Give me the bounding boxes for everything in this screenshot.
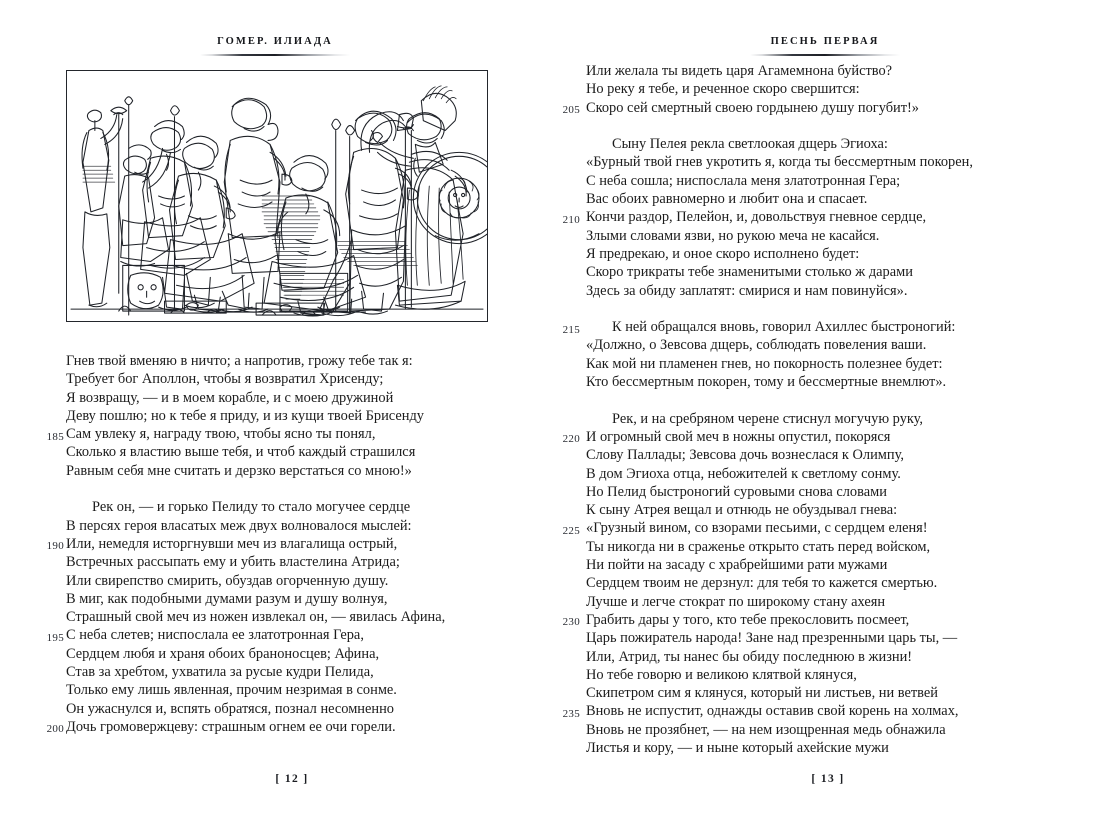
stanza xyxy=(46,498,550,736)
athena-restrains-achilles-engraving xyxy=(67,71,487,321)
verse-text: «Бурный твой гнев укротить я, когда ты бессмертным покорен, xyxy=(586,154,973,171)
right-folio: [ 13 ] xyxy=(811,773,845,785)
verse-line xyxy=(562,99,1100,117)
verse-line xyxy=(66,553,550,571)
verse-text: Сколько я властию выше тебя, и чтоб каждый страшился xyxy=(66,444,416,461)
verse-text: Сердцем твоим не дерзнул: для тебя то кажется смертью. xyxy=(586,575,938,592)
verse-text: С неба сошла; ниспослала меня златотронная Гера; xyxy=(586,172,901,189)
verse-line xyxy=(66,700,550,718)
verse-text: Ты никогда ни в сраженье открыто стать перед войском, xyxy=(586,538,931,555)
verse-text: Я возвращу, — и в моем корабле, и с моею дружиной xyxy=(66,389,394,406)
verse-number: 230 xyxy=(562,616,580,629)
verse-line xyxy=(586,556,1100,574)
verse-text: Но реку я тебе, и реченное скоро свершится: xyxy=(586,81,860,98)
verse-text: К сыну Атрея вещал и отнюдь не обуздывал гнева: xyxy=(586,502,898,519)
verse-line xyxy=(46,425,550,443)
verse-text: Грабить дары у того, кто тебе прекословить посмеет, xyxy=(586,611,910,628)
verse-line xyxy=(66,498,550,516)
verse-text: Но Пелид быстроногий суровыми снова словами xyxy=(586,483,887,500)
verse-line xyxy=(562,208,1100,226)
verse-line xyxy=(46,718,550,736)
verse-line xyxy=(46,535,550,553)
verse-text: Дочь громовержцеву: страшным огнем ее очи горели. xyxy=(66,718,396,735)
verse-text: Сам увлеку я, награду твою, чтобы ясно ты понял, xyxy=(66,426,376,443)
verse-line xyxy=(586,648,1100,666)
stanza xyxy=(46,352,550,480)
header-rule-ornament xyxy=(200,54,350,56)
verse-number: 205 xyxy=(562,103,580,116)
right-verse-block xyxy=(550,62,1100,757)
verse-line xyxy=(586,483,1100,501)
verse-line xyxy=(586,465,1100,483)
verse-line xyxy=(66,370,550,388)
verse-line xyxy=(586,410,1100,428)
verse-line xyxy=(586,190,1100,208)
verse-line xyxy=(586,245,1100,263)
verse-text: Он ужаснулся и, вспять обратяся, познал несомненно xyxy=(66,700,394,717)
verse-line xyxy=(586,593,1100,611)
verse-line xyxy=(586,538,1100,556)
verse-text: Ни пойти на засаду с храбрейшими рати мужами xyxy=(586,557,888,574)
verse-line xyxy=(562,702,1100,720)
verse-line xyxy=(586,355,1100,373)
stanza xyxy=(562,318,1100,391)
verse-line xyxy=(586,373,1100,391)
verse-text: Вас обоих равномерно и любит она и спасает. xyxy=(586,191,868,208)
verse-line xyxy=(562,428,1100,446)
verse-text: Став за хребтом, ухватила за русые кудри Пелида, xyxy=(66,664,374,681)
verse-number: 215 xyxy=(562,323,580,336)
verse-number: 210 xyxy=(562,213,580,226)
verse-text: Кончи раздор, Пелейон, и, довольствуя гневное сердце, xyxy=(586,209,927,226)
verse-line xyxy=(66,407,550,425)
verse-text: «Грузный вином, со взорами песьими, с сердцем еленя! xyxy=(586,520,928,537)
left-verse-block xyxy=(0,352,550,736)
verse-text: Лучше и легче стократ по широкому стану ахеян xyxy=(586,593,886,610)
left-running-head: ГОМЕР. ИЛИАДА xyxy=(217,36,333,47)
verse-text: Злыми словами язви, но рукою меча не касайся. xyxy=(586,227,880,244)
verse-text: Или свирепство смирить, обуздав огорченную душу. xyxy=(66,572,389,589)
verse-line xyxy=(586,721,1100,739)
verse-line xyxy=(66,663,550,681)
illustration-frame xyxy=(66,70,488,322)
verse-number: 190 xyxy=(46,540,64,553)
verse-line xyxy=(562,611,1100,629)
verse-text: Встречных рассыпать ему и убить властелина Атрида; xyxy=(66,554,400,571)
verse-text: Рек он, — и горько Пелиду то стало могучее сердце xyxy=(92,499,411,516)
verse-number: 220 xyxy=(562,433,580,446)
verse-line xyxy=(66,517,550,535)
verse-line xyxy=(586,135,1100,153)
verse-text: Царь пожиратель народа! Зане над презренными царь ты, — xyxy=(586,630,958,647)
verse-text: Только ему лишь явленная, прочим незримая в сонме. xyxy=(66,682,397,699)
verse-line xyxy=(586,172,1100,190)
verse-text: Страшный свой меч из ножен извлекал он, — явилась Афина, xyxy=(66,609,446,626)
verse-text: Здесь за обиду заплатят: смирися и нам повинуйся». xyxy=(586,282,908,299)
verse-text: С неба слетев; ниспослала ее златотронная Гера, xyxy=(66,627,364,644)
verse-text: Вновь не испустит, однажды оставив свой корень на холмах, xyxy=(586,703,959,720)
verse-text: И огромный свой меч в ножны опустил, покоряся xyxy=(586,428,891,445)
verse-number: 200 xyxy=(46,723,64,736)
verse-text: Слову Паллады; Зевсова дочь вознеслася к Олимпу, xyxy=(586,447,904,464)
right-running-head: ПЕСНЬ ПЕРВАЯ xyxy=(770,36,880,47)
verse-line xyxy=(586,739,1100,757)
stanza xyxy=(562,410,1100,758)
verse-line xyxy=(66,608,550,626)
verse-text: Скоро трикраты тебе знаменитыми столько ж дарами xyxy=(586,264,913,281)
verse-text: Деву пошлю; но к тебе я приду, и из кущи твоей Брисенду xyxy=(66,407,424,424)
stanza xyxy=(562,135,1100,300)
verse-text: Но тебе говорю и великою клятвой клянуся, xyxy=(586,666,857,683)
stanza xyxy=(562,62,1100,117)
verse-text: Как мой ни пламенен гнев, но покорность полезнее будет: xyxy=(586,355,943,372)
verse-text: В дом Эгиоха отца, небожителей к светлому сонму. xyxy=(586,465,901,482)
verse-text: К ней обращался вновь, говорил Ахиллес быстроногий: xyxy=(612,319,956,336)
left-folio: [ 12 ] xyxy=(275,773,309,785)
verse-text: Сыну Пелея рекла светлоокая дщерь Эгиоха: xyxy=(612,136,888,153)
verse-text: В персях героя власатых меж двух волновалося мыслей: xyxy=(66,517,412,534)
verse-line xyxy=(66,590,550,608)
illustration-wrapper xyxy=(0,70,550,322)
verse-line xyxy=(586,153,1100,171)
verse-text: Равным себя мне считать и дерзко верстаться со мною!» xyxy=(66,462,412,479)
verse-line xyxy=(66,389,550,407)
verse-line xyxy=(562,519,1100,537)
verse-text: Сердцем любя и храня обоих браноносцев; Афина, xyxy=(66,645,380,662)
verse-text: Я предрекаю, и оное скоро исполнено будет: xyxy=(586,245,860,262)
verse-number: 195 xyxy=(46,631,64,644)
verse-line xyxy=(586,684,1100,702)
verse-text: Листья и кору, — и ныне который ахейские мужи xyxy=(586,739,889,756)
verse-text: Рек, и на сребряном черене стиснул могучую руку, xyxy=(612,410,924,427)
verse-line xyxy=(562,318,1100,336)
verse-line xyxy=(586,263,1100,281)
verse-number: 225 xyxy=(562,524,580,537)
verse-line xyxy=(66,462,550,480)
verse-text: Гнев твой вменяю в ничто; а напротив, грожу тебе так я: xyxy=(66,353,413,369)
verse-line xyxy=(586,574,1100,592)
verse-line xyxy=(586,629,1100,647)
verse-line xyxy=(586,336,1100,354)
verse-line xyxy=(66,645,550,663)
verse-text: Или желала ты видеть царя Агамемнона буйство? xyxy=(586,63,893,79)
verse-text: Кто бессмертным покорен, тому и бессмертные внемлют». xyxy=(586,374,947,391)
verse-text: В миг, как подобными думами разум и душу волнуя, xyxy=(66,590,388,607)
verse-number: 235 xyxy=(562,707,580,720)
verse-line xyxy=(586,62,1100,80)
verse-line xyxy=(586,80,1100,98)
verse-text: «Должно, о Зевсова дщерь, соблюдать повеления ваши. xyxy=(586,337,927,354)
header-rule-ornament xyxy=(750,54,900,56)
verse-line xyxy=(586,446,1100,464)
verse-text: Скоро сей смертный своею гордынею душу погубит!» xyxy=(586,99,919,116)
verse-text: Или, Атрид, ты нанес бы обиду последнюю в жизни! xyxy=(586,648,913,665)
verse-line xyxy=(66,443,550,461)
verse-line xyxy=(586,666,1100,684)
verse-number: 185 xyxy=(46,430,64,443)
verse-line xyxy=(586,227,1100,245)
verse-line xyxy=(46,626,550,644)
verse-text: Вновь не прозябнет, — на нем изощренная медь обнажила xyxy=(586,721,946,738)
right-page xyxy=(550,0,1100,825)
verse-line xyxy=(586,282,1100,300)
verse-line xyxy=(66,572,550,590)
verse-line xyxy=(586,501,1100,519)
verse-text: Требует бог Аполлон, чтобы я возвратил Хрисенду; xyxy=(66,371,384,388)
verse-line xyxy=(66,681,550,699)
verse-text: Скипетром сим я клянуся, который ни листьев, ни ветвей xyxy=(586,685,938,702)
verse-line xyxy=(66,352,550,370)
verse-text: Или, немедля исторгнувши меч из влагалища острый, xyxy=(66,535,398,552)
